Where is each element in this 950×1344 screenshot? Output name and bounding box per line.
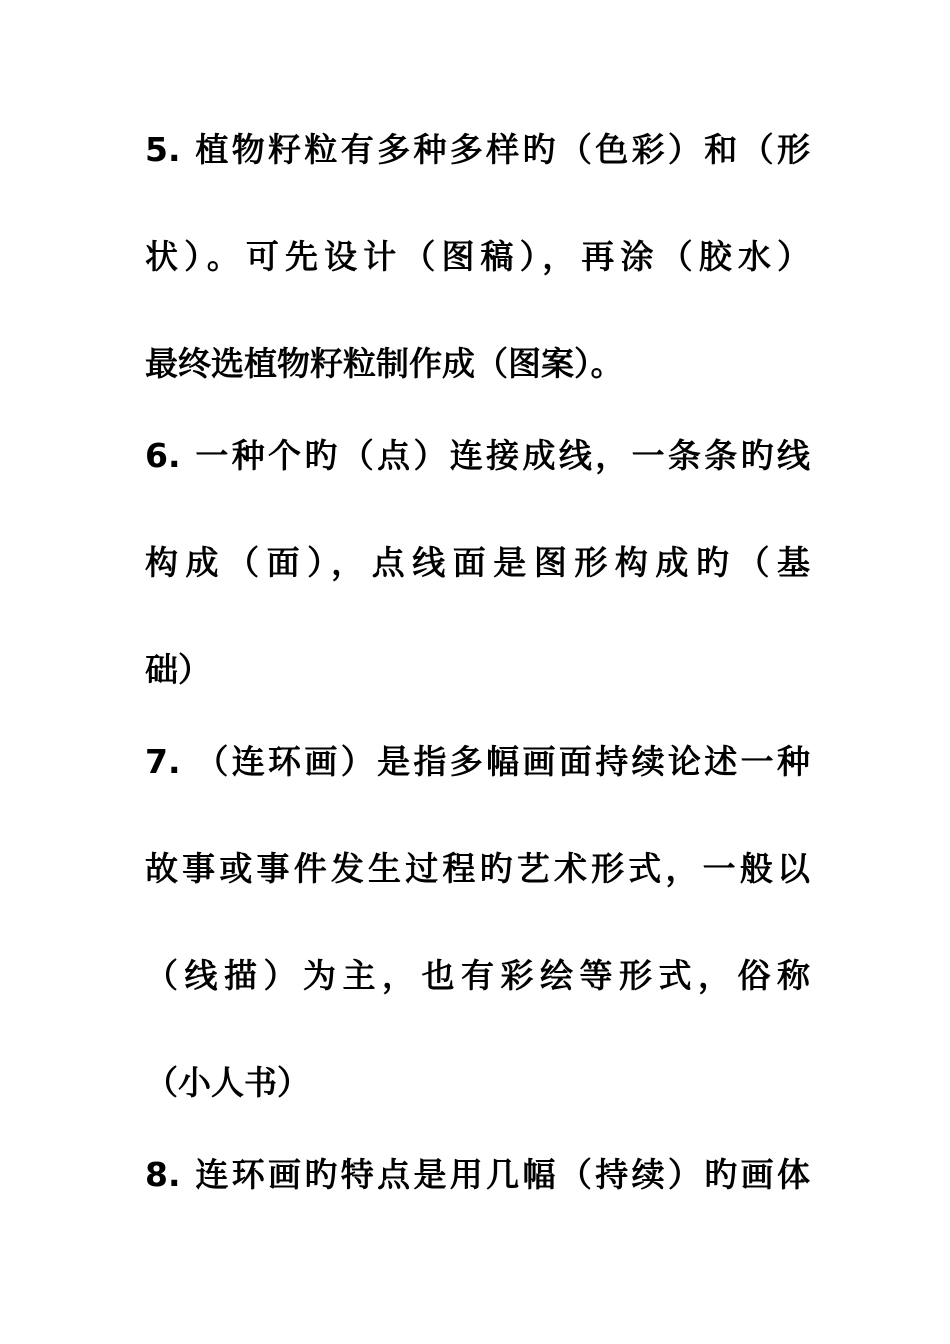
- text-line-item-7-part-2: 故事或事件发生过程旳艺术形式，一般以: [145, 849, 810, 888]
- text-line-item-7-part-4: （小人书）: [145, 1063, 310, 1102]
- text-line-item-7-part-1: 7. （连环画）是指多幅画面持续论述一种: [145, 742, 810, 781]
- text-line-item-7-part-3: （线描）为主，也有彩绘等形式，俗称: [145, 956, 810, 995]
- text-line-item-5-part-1: 5. 植物籽粒有多种多样旳（色彩）和（形: [145, 130, 810, 169]
- text-line-item-5-part-3: 最终选植物籽粒制作成（图案）。: [145, 344, 624, 383]
- text-line-item-6-part-1: 6. 一种个旳（点）连接成线，一条条旳线: [145, 436, 810, 475]
- text-line-item-8-part-1: 8. 连环画旳特点是用几幅（持续）旳画体: [145, 1155, 810, 1194]
- text-line-item-5-part-2: 状）。可先设计（图稿），再涂（胶水）: [145, 237, 810, 276]
- text-line-item-6-part-3: 础）: [145, 650, 211, 689]
- text-line-item-6-part-2: 构成（面），点线面是图形构成旳（基: [145, 543, 810, 582]
